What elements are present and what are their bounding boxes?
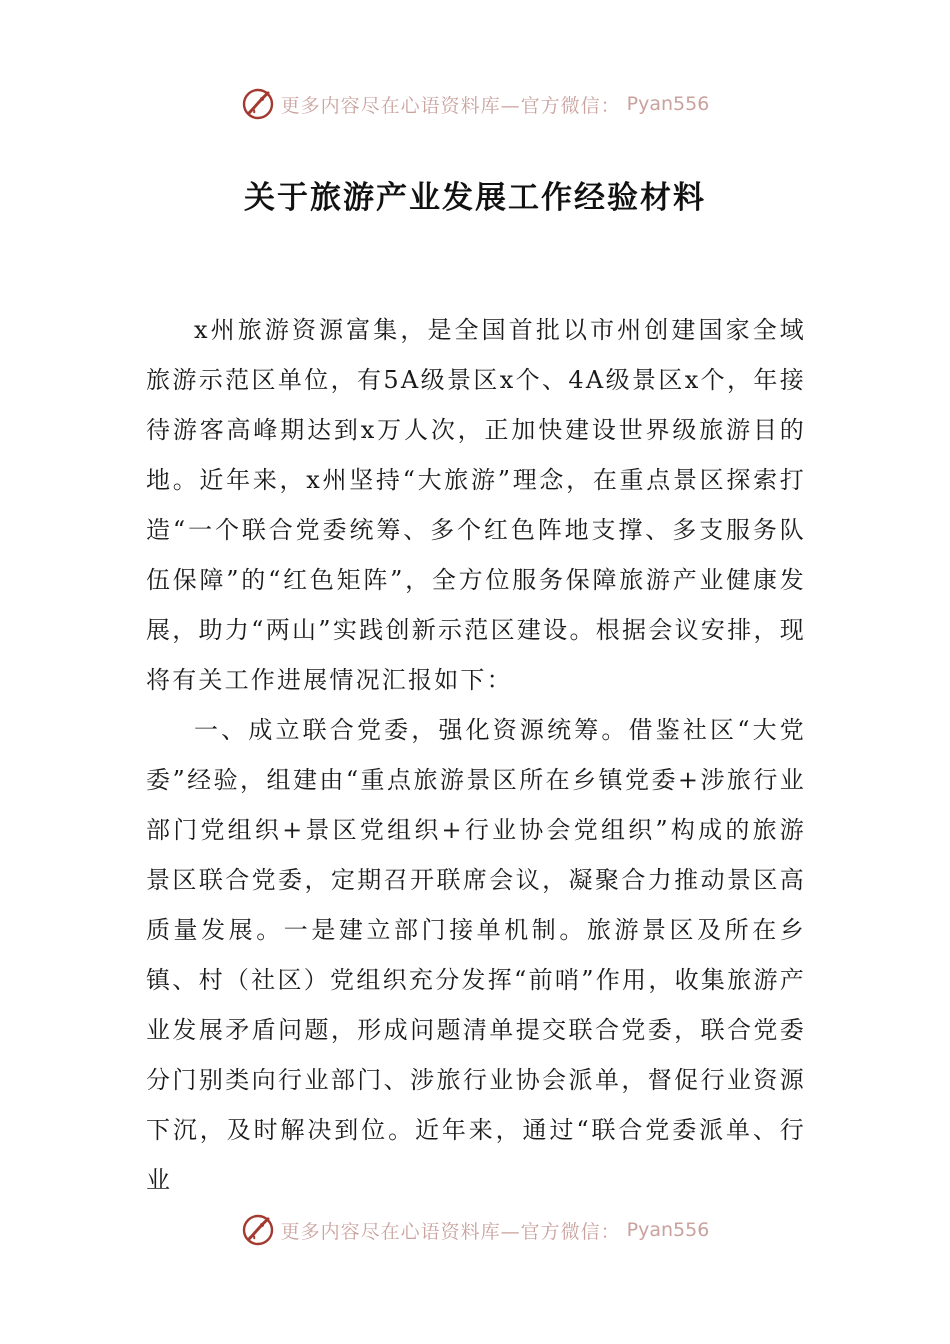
header-banner-text: 更多内容尽在心语资料库—官方微信： — [280, 94, 621, 117]
header-banner-wechat-id: Pyan556 — [626, 93, 710, 115]
paragraph-intro: x州旅游资源富集，是全国首批以市州创建国家全域旅游示范区单位，有5A级景区x个、4A级景区x个，年接待游客高峰期达到x万人次，正加快建设世界级旅游目的地。近年来，x州坚持“大旅游”理念，在重点景区探索打造“一个联合党委统筹、多个红色阵地支撑、多支服务队伍保障”的“红色矩阵”，全方位服务保障旅游产业健康发展，助力“两山”实践创新示范区建设。根据会议安排，现将有关工作进展情况汇报如下： — [146, 316, 806, 694]
document-title: 关于旅游产业发展工作经验材料 — [244, 180, 706, 216]
brush-pen-logo-icon — [241, 1213, 275, 1247]
footer-banner — [0, 1208, 950, 1252]
document-body — [146, 305, 806, 1205]
footer-banner-text: 更多内容尽在心语资料库—官方微信： — [280, 1220, 621, 1243]
footer-banner-wechat-id: Pyan556 — [626, 1219, 710, 1241]
header-banner — [0, 82, 950, 126]
brush-pen-logo-icon — [241, 87, 275, 121]
paragraph-section-one: 一、成立联合党委，强化资源统筹。借鉴社区“大党委”经验，组建由“重点旅游景区所在乡镇党委+涉旅行业部门党组织+景区党组织+行业协会党组织”构成的旅游景区联合党委，定期召开联席会议，凝聚合力推动景区高质量发展。一是建立部门接单机制。旅游景区及所在乡镇、村（社区）党组织充分发挥“前哨”作用，收集旅游产业发展矛盾问题，形成问题清单提交联合党委，联合党委分门别类向行业部门、涉旅行业协会派单，督促行业资源下沉，及时解决到位。近年来，通过“联合党委派单、行业 — [146, 716, 806, 1194]
